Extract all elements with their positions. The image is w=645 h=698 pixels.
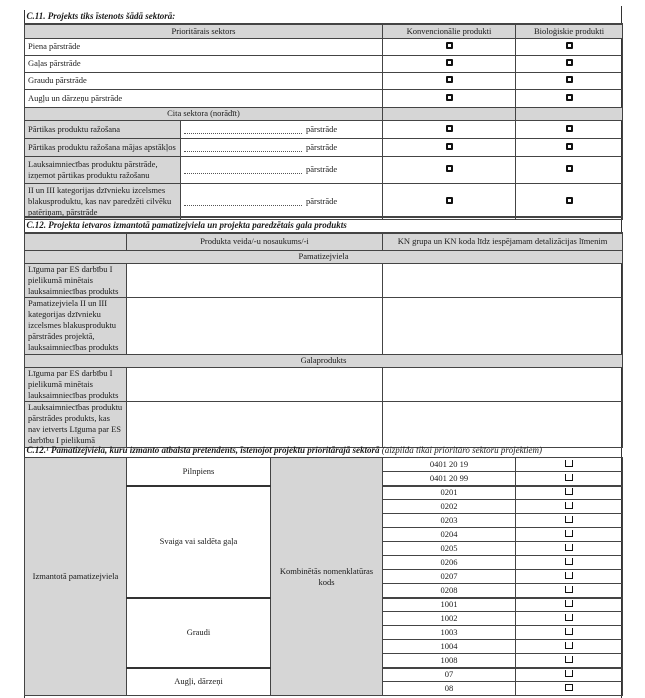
c12-section-final-product: Galaprodukts <box>25 354 623 367</box>
checkbox-code-0207[interactable] <box>565 572 573 579</box>
checkbox-conventional-other-4[interactable] <box>446 197 453 204</box>
checkbox-code-1003[interactable] <box>565 628 573 635</box>
checkbox-organic-other-1[interactable] <box>566 125 573 132</box>
c11-other-row <box>25 183 623 219</box>
checkbox-code-0201[interactable] <box>565 488 573 495</box>
checkbox-organic-galas[interactable] <box>566 59 573 66</box>
c12prime-code: 0204 <box>383 528 516 542</box>
c12prime-code: 08 <box>383 682 516 696</box>
c12prime-code: 0401 20 99 <box>383 472 516 486</box>
c11-other-suffix: pārstrāde <box>306 141 338 152</box>
c11-priority-row <box>25 38 623 55</box>
c11-priority-row <box>25 55 623 72</box>
c12prime-code: 0205 <box>383 542 516 556</box>
checkbox-organic-piena[interactable] <box>566 42 573 49</box>
c11-other-suffix: pārstrāde <box>306 123 338 134</box>
checkbox-code-0202[interactable] <box>565 502 573 509</box>
c11-other-label: II un III kategorijas dzīvnieku izcelsmes blakusproduktu, kas nav paredzēti cilvēku patēriņam, pārstrāde <box>25 183 181 219</box>
c12prime-raw-material-table <box>24 443 623 696</box>
c12prime-code: 1001 <box>383 598 516 612</box>
c12-header-product-name: Produkta veida/-u nosaukums/-i <box>127 233 383 250</box>
checkbox-code-1002[interactable] <box>565 614 573 621</box>
c12prime-code: 1003 <box>383 626 516 640</box>
c12prime-code: 1004 <box>383 640 516 654</box>
c12-product-name-input[interactable] <box>127 367 383 401</box>
c12-row-label: Lauksaimniecības produktu pārstrādes produkts, kas nav ietverts Līguma par ES darbību I pielikumā <box>25 401 127 447</box>
c11-other-row <box>25 156 623 183</box>
checkbox-code-0206[interactable] <box>565 558 573 565</box>
c12prime-group-name: Graudi <box>127 598 271 668</box>
c11-other-label: Pārtikas produktu ražošana mājas apstākļos <box>25 138 181 156</box>
c11-other-header-blank <box>383 107 516 120</box>
c12-kn-code-input[interactable] <box>383 297 623 354</box>
c11-priority-row <box>25 72 623 89</box>
c12-raw-row <box>25 263 623 297</box>
c11-header-sector: Prioritārais sektors <box>25 24 383 38</box>
c11-other-suffix: pārstrāde <box>306 195 338 206</box>
c11-header-conventional: Konvencionālie produkti <box>383 24 516 38</box>
c12prime-title-note: (aizpilda tikai prioritāro sektoru projektiem) <box>381 444 543 455</box>
checkbox-code-0204[interactable] <box>565 530 573 537</box>
c11-row-label: Graudu pārstrāde <box>25 72 383 89</box>
c12-section-raw-material: Pamatizejviela <box>25 250 623 263</box>
checkbox-conventional-other-1[interactable] <box>446 125 453 132</box>
c11-row-label: Piena pārstrāde <box>25 38 383 55</box>
checkbox-code-1008[interactable] <box>565 656 573 663</box>
c12-row-label: Līguma par ES darbību I pielikumā minētais lauksaimniecības produkts <box>25 263 127 297</box>
checkbox-code-0208[interactable] <box>565 586 573 593</box>
checkbox-conventional-piena[interactable] <box>446 42 453 49</box>
c12prime-code: 0202 <box>383 500 516 514</box>
checkbox-code-0203[interactable] <box>565 516 573 523</box>
c12prime-code: 0201 <box>383 486 516 500</box>
c11-other-header: Cita sektora (norādīt) <box>25 107 383 120</box>
checkbox-code-07[interactable] <box>565 670 573 677</box>
checkbox-organic-other-4[interactable] <box>566 197 573 204</box>
checkbox-conventional-galas[interactable] <box>446 59 453 66</box>
c11-row-label: Augļu un dārzeņu pārstrāde <box>25 89 383 107</box>
checkbox-conventional-auglu[interactable] <box>446 94 453 101</box>
c12prime-group-name: Svaiga vai saldēta gaļa <box>127 486 271 598</box>
c11-other-label: Lauksaimniecības produktu pārstrāde, izņemot pārtikas produktu ražošanu <box>25 156 181 183</box>
c12prime-code: 0208 <box>383 584 516 598</box>
sector-fill-input[interactable] <box>184 126 302 134</box>
checkbox-organic-graudu[interactable] <box>566 76 573 83</box>
c12prime-code: 0401 20 19 <box>383 458 516 472</box>
c12-kn-code-input[interactable] <box>383 263 623 297</box>
c12-product-name-input[interactable] <box>127 263 383 297</box>
checkbox-organic-other-2[interactable] <box>566 143 573 150</box>
c11-other-suffix: pārstrāde <box>306 164 338 174</box>
checkbox-conventional-other-2[interactable] <box>446 143 453 150</box>
c12prime-code: 1008 <box>383 654 516 668</box>
c12prime-group-name: Augļi, dārzeņi <box>127 668 271 696</box>
c12-row-label: Līguma par ES darbību I pielikumā minētais lauksaimniecības produkts <box>25 367 127 401</box>
sector-fill-input[interactable] <box>184 166 302 174</box>
c11-priority-row <box>25 89 623 107</box>
c12-raw-row <box>25 297 623 354</box>
c12-kn-code-input[interactable] <box>383 401 623 447</box>
c11-header-organic: Bioloģiskie produkti <box>516 24 623 38</box>
checkbox-code-04012099[interactable] <box>565 474 573 481</box>
checkbox-organic-other-3[interactable] <box>566 165 573 172</box>
c12-header-blank <box>25 233 127 250</box>
c12prime-code: 0206 <box>383 556 516 570</box>
sector-fill-input[interactable] <box>184 198 302 206</box>
c12prime-group-name: Pilnpiens <box>127 458 271 486</box>
checkbox-code-04012019[interactable] <box>565 460 573 467</box>
c12-final-row <box>25 367 623 401</box>
c11-title: C.11. Projekts tiks īstenots šādā sektorā: <box>25 9 623 24</box>
sector-fill-input[interactable] <box>184 144 302 152</box>
c12prime-title: C.12.¹ Pamatizejviela, kuru izmanto atbalsta pretendents, īstenojot projektu prioritārajā sektorā <box>26 444 380 455</box>
checkbox-code-08[interactable] <box>565 684 573 691</box>
checkbox-conventional-graudu[interactable] <box>446 76 453 83</box>
c12-product-name-input[interactable] <box>127 401 383 447</box>
c12prime-title-cell <box>25 443 623 458</box>
c12prime-code: 1002 <box>383 612 516 626</box>
c12prime-code: 0207 <box>383 570 516 584</box>
c11-sector-table <box>24 9 623 220</box>
checkbox-code-1001[interactable] <box>565 600 573 607</box>
c12-title: C.12. Projekta ietvaros izmantotā pamatizejviela un projekta paredzētais gala produkts <box>25 217 623 233</box>
c11-other-row <box>25 120 623 138</box>
c11-row-label: Gaļas pārstrāde <box>25 55 383 72</box>
checkbox-code-0205[interactable] <box>565 544 573 551</box>
c12-header-kn-code: KN grupa un KN koda līdz iespējamam detalizācijas līmenim <box>383 233 623 250</box>
c12prime-code-label: Kombinētās nomenklatūras kods <box>271 458 383 696</box>
checkbox-organic-auglu[interactable] <box>566 94 573 101</box>
c11-other-label: Pārtikas produktu ražošana <box>25 120 181 138</box>
c12-product-table <box>24 216 623 448</box>
checkbox-conventional-other-3[interactable] <box>446 165 453 172</box>
c12prime-code: 07 <box>383 668 516 682</box>
c12-kn-code-input[interactable] <box>383 367 623 401</box>
c11-other-row <box>25 138 623 156</box>
c12-product-name-input[interactable] <box>127 297 383 354</box>
c11-other-header-blank <box>516 107 623 120</box>
c12-final-row <box>25 401 623 447</box>
checkbox-code-1004[interactable] <box>565 642 573 649</box>
c12prime-code: 0203 <box>383 514 516 528</box>
c12-row-label: Pamatizejviela II un III kategorijas dzīvnieku izcelsmes blakusproduktu pārstrādes projektā, lauksaimniecības produkts <box>25 297 127 354</box>
c12prime-left-label: Izmantotā pamatizejviela <box>25 458 127 696</box>
